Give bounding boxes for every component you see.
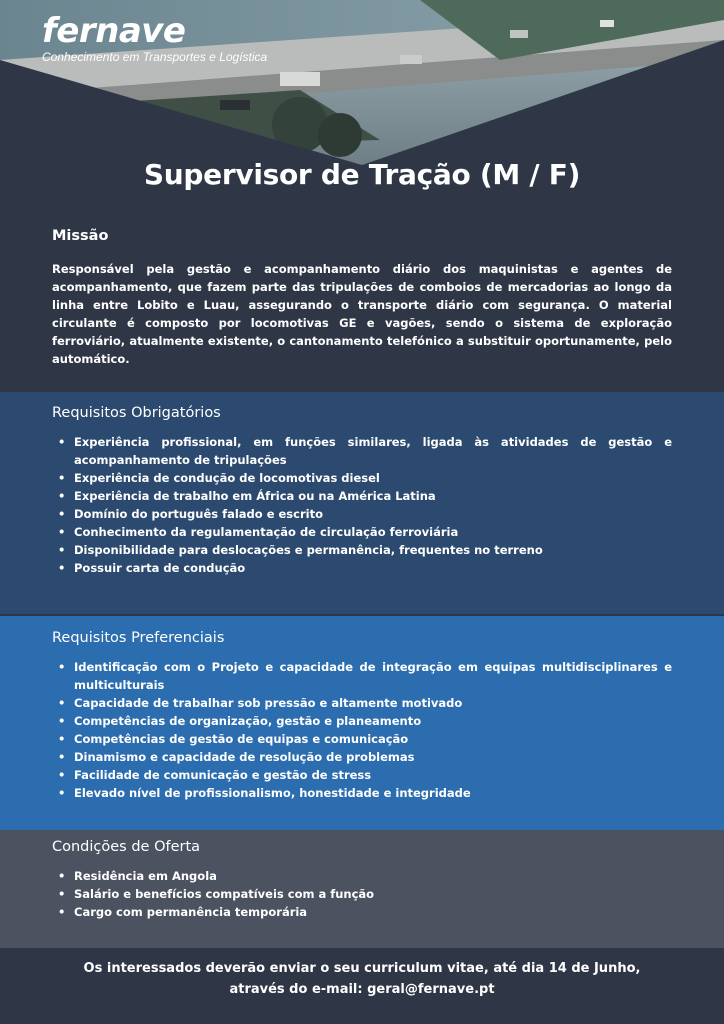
list-item: • Residência em Angola <box>52 867 672 885</box>
footer-contact <box>0 948 724 1024</box>
list-item: • Possuir carta de condução <box>52 559 672 577</box>
preferenciais-heading: Requisitos Preferenciais <box>52 630 225 646</box>
list-item: • Identificação com o Projeto e capacidade de integração em equipas multidisciplinares e multiculturais <box>52 658 672 694</box>
list-item: • Competências de organização, gestão e planeamento <box>52 712 672 730</box>
list-item: • Facilidade de comunicação e gestão de stress <box>52 766 672 784</box>
section-condicoes-oferta <box>0 830 724 948</box>
header-photo <box>0 0 724 165</box>
list-item: • Domínio do português falado e escrito <box>52 505 672 523</box>
page-title: Supervisor de Tração (M / F) <box>143 158 581 191</box>
list-item: • Experiência de condução de locomotivas diesel <box>52 469 672 487</box>
missao-heading: Missão <box>52 228 109 244</box>
logo-wordmark: fernave <box>42 11 186 51</box>
condicoes-heading: Condições de Oferta <box>52 839 201 855</box>
list-item: • Experiência profissional, em funções similares, ligada às atividades de gestão e acompanhamento de tripulações <box>52 433 672 469</box>
section-requisitos-preferenciais <box>0 616 724 830</box>
missao-text: Responsável pela gestão e acompanhamento diário dos maquinistas e agentes de acompanhamento, que fazem parte das tripulações de comboios de mercadorias ao longo da linha entre Lobito e Luau, assegurando o transporte diário com segurança. O material circulante é composto por locomotivas GE e vagões, sendo o sistema de exploração ferroviário, atualmente existente, o cantonamento telefónico a substituir oportunamente, pelo automático. <box>52 262 672 366</box>
section-missao <box>0 210 724 390</box>
list-item: • Elevado nível de profissionalismo, honestidade e integridade <box>52 784 672 802</box>
list-item: • Disponibilidade para deslocações e permanência, frequentes no terreno <box>52 541 672 559</box>
list-item: • Salário e benefícios compatíveis com a função <box>52 885 672 903</box>
section-requisitos-obrigatorios <box>0 392 724 614</box>
fernave-logo <box>42 11 268 64</box>
list-item: • Dinamismo e capacidade de resolução de problemas <box>52 748 672 766</box>
list-item: • Cargo com permanência temporária <box>52 903 672 921</box>
footer-line-2[interactable]: através do e-mail: geral@fernave.pt <box>229 982 495 997</box>
obrigatorios-list <box>52 433 672 577</box>
logo-tagline: Conhecimento em Transportes e Logística <box>42 50 268 64</box>
list-item: • Conhecimento da regulamentação de circulação ferroviária <box>52 523 672 541</box>
condicoes-list <box>52 867 672 921</box>
preferenciais-list <box>52 658 672 802</box>
list-item: • Capacidade de trabalhar sob pressão e altamente motivado <box>52 694 672 712</box>
list-item: • Competências de gestão de equipas e comunicação <box>52 730 672 748</box>
list-item: • Experiência de trabalho em África ou na América Latina <box>52 487 672 505</box>
footer-text <box>52 948 672 1000</box>
obrigatorios-heading: Requisitos Obrigatórios <box>52 405 221 421</box>
footer-line-1: Os interessados deverão enviar o seu curriculum vitae, até dia 14 de Junho, <box>83 961 641 976</box>
